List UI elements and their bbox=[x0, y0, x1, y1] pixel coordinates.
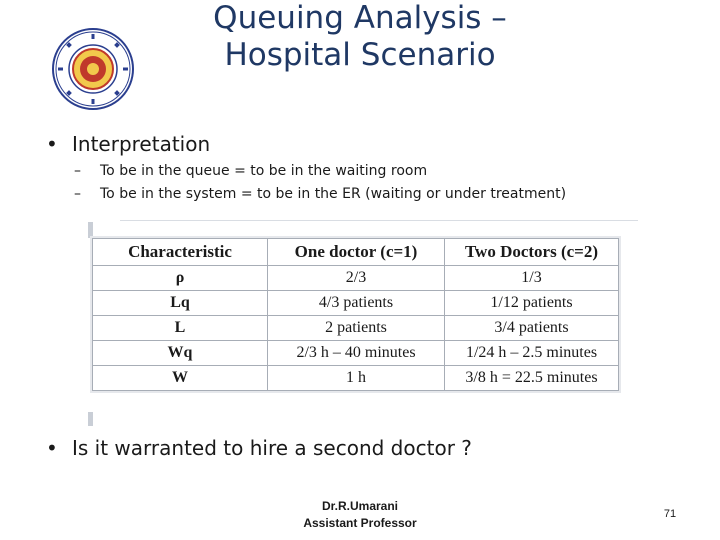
presenter-role: Assistant Professor bbox=[303, 516, 417, 530]
sub-bullet-text: To be in the system = to be in the ER (waiting or under treatment) bbox=[100, 186, 567, 202]
bullet-dot-icon: • bbox=[46, 132, 58, 156]
table-cell: 2/3 bbox=[268, 266, 445, 291]
column-header: One doctor (c=1) bbox=[268, 239, 445, 266]
divider bbox=[88, 222, 93, 238]
table-header-row bbox=[93, 239, 619, 266]
table-row bbox=[93, 316, 619, 341]
table-cell: 4/3 patients bbox=[268, 291, 445, 316]
divider bbox=[120, 220, 638, 221]
table-cell: Lq bbox=[93, 291, 268, 316]
column-header: Characteristic bbox=[93, 239, 268, 266]
table-cell: W bbox=[93, 366, 268, 391]
title-line-1: Queuing Analysis – bbox=[213, 0, 507, 36]
table-cell: Wq bbox=[93, 341, 268, 366]
table-cell: 2 patients bbox=[268, 316, 445, 341]
table-cell: 3/8 h = 22.5 minutes bbox=[445, 366, 619, 391]
dash-icon: – bbox=[74, 163, 81, 179]
table-row bbox=[93, 266, 619, 291]
presenter-name: Dr.R.Umarani bbox=[321, 499, 399, 513]
table-cell: 1/12 patients bbox=[445, 291, 619, 316]
bullet-text: Interpretation bbox=[72, 132, 211, 156]
bullet-dot-icon: • bbox=[46, 436, 58, 460]
title-line-2: Hospital Scenario bbox=[224, 37, 496, 73]
queue-characteristics-table bbox=[92, 238, 619, 391]
dash-icon: – bbox=[74, 186, 81, 202]
sub-bullet-text: To be in the queue = to be in the waiting room bbox=[100, 163, 428, 179]
divider bbox=[88, 412, 93, 426]
sub-bullet-item bbox=[74, 162, 427, 180]
table-cell: 1 h bbox=[268, 366, 445, 391]
table-row bbox=[93, 291, 619, 316]
institute-logo bbox=[52, 28, 134, 110]
bullet-text: Is it warranted to hire a second doctor ? bbox=[72, 436, 472, 460]
institute-seal-icon bbox=[52, 28, 134, 110]
sub-bullet-item bbox=[74, 185, 566, 203]
table-cell: ρ bbox=[93, 266, 268, 291]
slide-title bbox=[180, 0, 540, 74]
table-cell: L bbox=[93, 316, 268, 341]
column-header: Two Doctors (c=2) bbox=[445, 239, 619, 266]
table-cell: 1/3 bbox=[445, 266, 619, 291]
bullet-item bbox=[46, 436, 472, 460]
table-row bbox=[93, 341, 619, 366]
table-cell: 1/24 h – 2.5 minutes bbox=[445, 341, 619, 366]
presenter-credit bbox=[280, 498, 440, 532]
table-row bbox=[93, 366, 619, 391]
page-number: 71 bbox=[663, 508, 677, 520]
table-cell: 2/3 h – 40 minutes bbox=[268, 341, 445, 366]
table-cell: 3/4 patients bbox=[445, 316, 619, 341]
bullet-item bbox=[46, 132, 210, 156]
